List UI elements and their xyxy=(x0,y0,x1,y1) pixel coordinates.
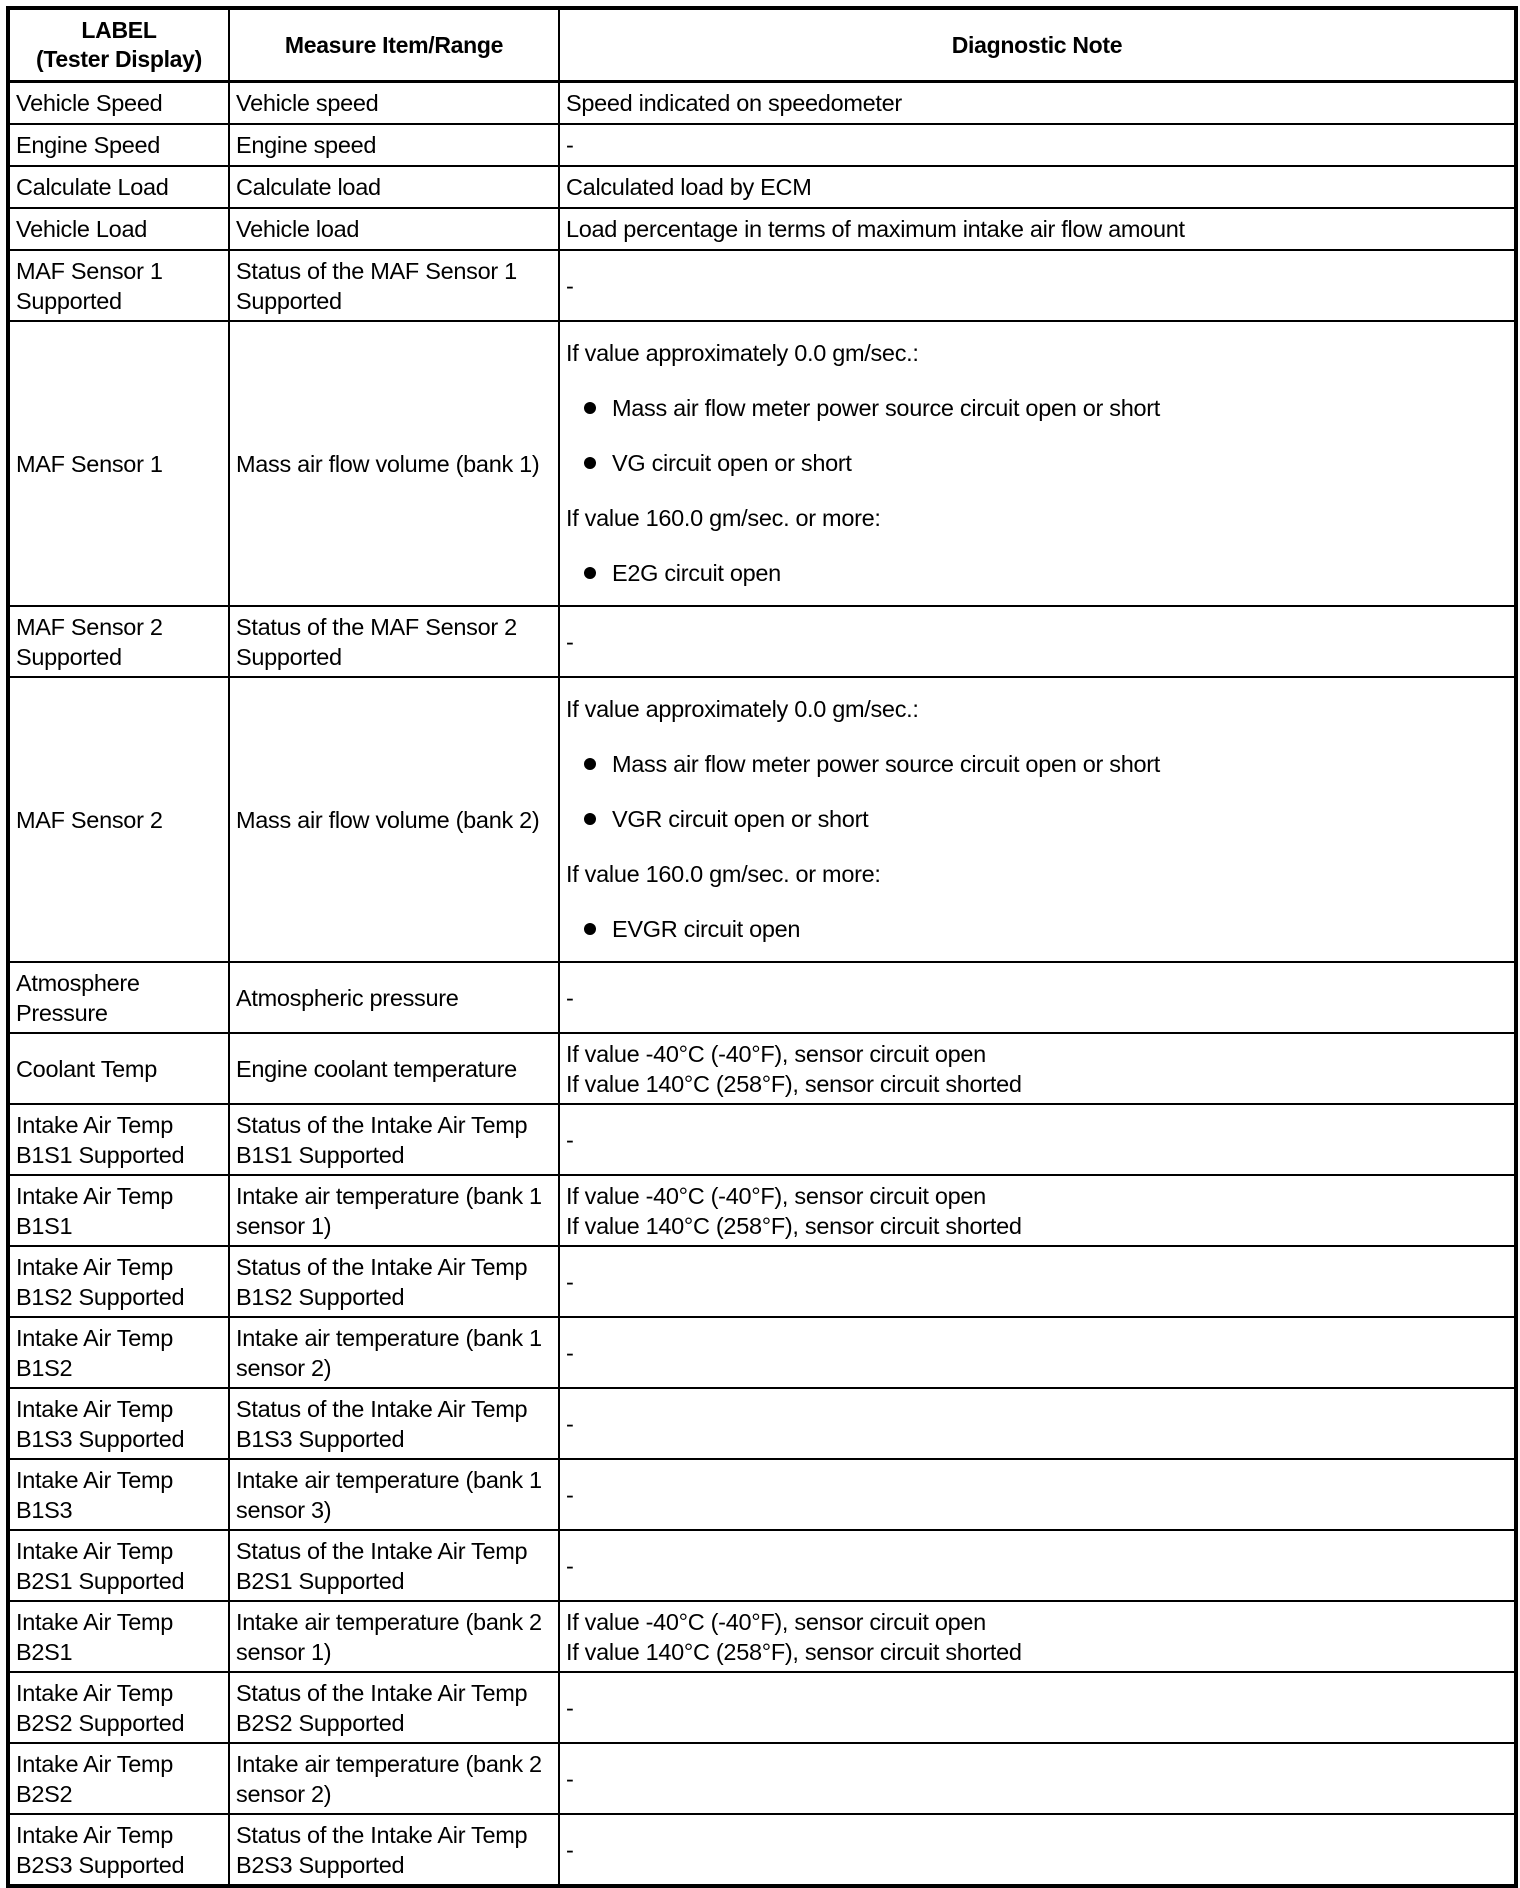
table-row xyxy=(8,1388,1516,1459)
table-row xyxy=(8,124,1516,166)
header-measure: Measure Item/Range xyxy=(229,8,559,82)
table-row xyxy=(8,1743,1516,1814)
bullet-icon xyxy=(584,567,596,579)
cell-label: Intake Air Temp B2S1 xyxy=(8,1601,229,1672)
cell-measure: Status of the Intake Air Temp B1S3 Supported xyxy=(229,1388,559,1459)
note-line: If value 140°C (258°F), sensor circuit shorted xyxy=(566,1212,1022,1239)
cell-label: Intake Air Temp B1S2 Supported xyxy=(8,1246,229,1317)
cell-measure: Vehicle speed xyxy=(229,82,559,125)
cell-measure: Status of the MAF Sensor 2 Supported xyxy=(229,606,559,677)
note-condition: If value 160.0 gm/sec. or more: xyxy=(566,505,881,531)
cell-label: Intake Air Temp B1S1 xyxy=(8,1175,229,1246)
note-line: If value 140°C (258°F), sensor circuit shorted xyxy=(566,1070,1022,1097)
cell-measure: Vehicle load xyxy=(229,208,559,250)
cell-measure: Mass air flow volume (bank 1) xyxy=(229,321,559,606)
cell-note xyxy=(559,1601,1516,1672)
bullet-icon xyxy=(584,402,596,414)
cell-measure: Intake air temperature (bank 2 sensor 1) xyxy=(229,1601,559,1672)
cell-label: MAF Sensor 1 xyxy=(8,321,229,606)
table-row xyxy=(8,1104,1516,1175)
table-row xyxy=(8,1814,1516,1886)
cell-measure: Status of the Intake Air Temp B2S2 Supported xyxy=(229,1672,559,1743)
header-label-line1: LABEL xyxy=(81,17,157,43)
cell-label: Vehicle Load xyxy=(8,208,229,250)
cell-label: Intake Air Temp B1S1 Supported xyxy=(8,1104,229,1175)
cell-measure: Intake air temperature (bank 1 sensor 3) xyxy=(229,1459,559,1530)
note-bullet-item: VGR circuit open or short xyxy=(566,792,1508,847)
cell-label: Intake Air Temp B2S3 Supported xyxy=(8,1814,229,1886)
header-label xyxy=(8,8,229,82)
note-bullet-item: Mass air flow meter power source circuit open or short xyxy=(566,381,1508,436)
cell-note xyxy=(559,321,1516,606)
cell-label: Atmosphere Pressure xyxy=(8,962,229,1033)
cell-label: Intake Air Temp B1S3 xyxy=(8,1459,229,1530)
cell-note: Calculated load by ECM xyxy=(559,166,1516,208)
cell-label: Coolant Temp xyxy=(8,1033,229,1104)
cell-label: Calculate Load xyxy=(8,166,229,208)
cell-label: Intake Air Temp B2S2 Supported xyxy=(8,1672,229,1743)
header-row xyxy=(8,8,1516,82)
cell-measure: Engine coolant temperature xyxy=(229,1033,559,1104)
note-condition: If value approximately 0.0 gm/sec.: xyxy=(566,696,919,722)
cell-note: - xyxy=(559,1743,1516,1814)
cell-note: - xyxy=(559,1814,1516,1886)
table-row xyxy=(8,1530,1516,1601)
cell-note: - xyxy=(559,1317,1516,1388)
cell-measure: Calculate load xyxy=(229,166,559,208)
cell-measure: Status of the Intake Air Temp B2S1 Supported xyxy=(229,1530,559,1601)
note-line: If value -40°C (-40°F), sensor circuit open xyxy=(566,1608,986,1635)
table-row xyxy=(8,1033,1516,1104)
cell-note xyxy=(559,1175,1516,1246)
table-row xyxy=(8,208,1516,250)
cell-label: MAF Sensor 2 xyxy=(8,677,229,962)
cell-measure: Status of the Intake Air Temp B2S3 Supported xyxy=(229,1814,559,1886)
cell-measure: Intake air temperature (bank 1 sensor 2) xyxy=(229,1317,559,1388)
cell-measure: Mass air flow volume (bank 2) xyxy=(229,677,559,962)
table-row xyxy=(8,962,1516,1033)
table-row xyxy=(8,1601,1516,1672)
note-condition: If value approximately 0.0 gm/sec.: xyxy=(566,340,919,366)
note-line: If value 140°C (258°F), sensor circuit shorted xyxy=(566,1638,1022,1665)
cell-note: - xyxy=(559,1530,1516,1601)
data-list-table xyxy=(6,6,1518,1888)
cell-note: - xyxy=(559,1672,1516,1743)
cell-note: - xyxy=(559,1104,1516,1175)
cell-note: - xyxy=(559,962,1516,1033)
cell-note: Speed indicated on speedometer xyxy=(559,82,1516,125)
note-bullet-item: E2G circuit open xyxy=(566,546,1508,601)
table-row xyxy=(8,1175,1516,1246)
note-bullet-item: VG circuit open or short xyxy=(566,436,1508,491)
cell-measure: Intake air temperature (bank 2 sensor 2) xyxy=(229,1743,559,1814)
table-row xyxy=(8,1317,1516,1388)
table-row xyxy=(8,321,1516,606)
cell-measure: Engine speed xyxy=(229,124,559,166)
cell-label: Intake Air Temp B2S1 Supported xyxy=(8,1530,229,1601)
cell-measure: Status of the Intake Air Temp B1S1 Supported xyxy=(229,1104,559,1175)
cell-measure: Status of the MAF Sensor 1 Supported xyxy=(229,250,559,321)
note-condition: If value 160.0 gm/sec. or more: xyxy=(566,861,881,887)
bullet-icon xyxy=(584,813,596,825)
cell-note: Load percentage in terms of maximum intake air flow amount xyxy=(559,208,1516,250)
bullet-icon xyxy=(584,758,596,770)
cell-note: - xyxy=(559,1388,1516,1459)
bullet-icon xyxy=(584,923,596,935)
note-bullet-item: EVGR circuit open xyxy=(566,902,1508,957)
cell-note: - xyxy=(559,606,1516,677)
cell-label: Intake Air Temp B2S2 xyxy=(8,1743,229,1814)
cell-measure: Atmospheric pressure xyxy=(229,962,559,1033)
table-row xyxy=(8,1459,1516,1530)
cell-note: - xyxy=(559,250,1516,321)
header-note: Diagnostic Note xyxy=(559,8,1516,82)
header-label-line2: (Tester Display) xyxy=(35,46,203,72)
bullet-icon xyxy=(584,457,596,469)
cell-label: Vehicle Speed xyxy=(8,82,229,125)
table-row xyxy=(8,606,1516,677)
cell-measure: Status of the Intake Air Temp B1S2 Supported xyxy=(229,1246,559,1317)
cell-note: - xyxy=(559,124,1516,166)
table-row xyxy=(8,250,1516,321)
note-line: If value -40°C (-40°F), sensor circuit open xyxy=(566,1040,986,1067)
cell-label: Intake Air Temp B1S3 Supported xyxy=(8,1388,229,1459)
cell-note xyxy=(559,677,1516,962)
cell-label: Engine Speed xyxy=(8,124,229,166)
note-line: If value -40°C (-40°F), sensor circuit open xyxy=(566,1182,986,1209)
table-row xyxy=(8,1672,1516,1743)
table-row xyxy=(8,677,1516,962)
table-row xyxy=(8,82,1516,125)
table-row xyxy=(8,166,1516,208)
cell-label: MAF Sensor 2 Supported xyxy=(8,606,229,677)
cell-note: - xyxy=(559,1246,1516,1317)
note-bullet-item: Mass air flow meter power source circuit open or short xyxy=(566,737,1508,792)
cell-note xyxy=(559,1033,1516,1104)
cell-note: - xyxy=(559,1459,1516,1530)
cell-measure: Intake air temperature (bank 1 sensor 1) xyxy=(229,1175,559,1246)
cell-label: MAF Sensor 1 Supported xyxy=(8,250,229,321)
table-row xyxy=(8,1246,1516,1317)
cell-label: Intake Air Temp B1S2 xyxy=(8,1317,229,1388)
